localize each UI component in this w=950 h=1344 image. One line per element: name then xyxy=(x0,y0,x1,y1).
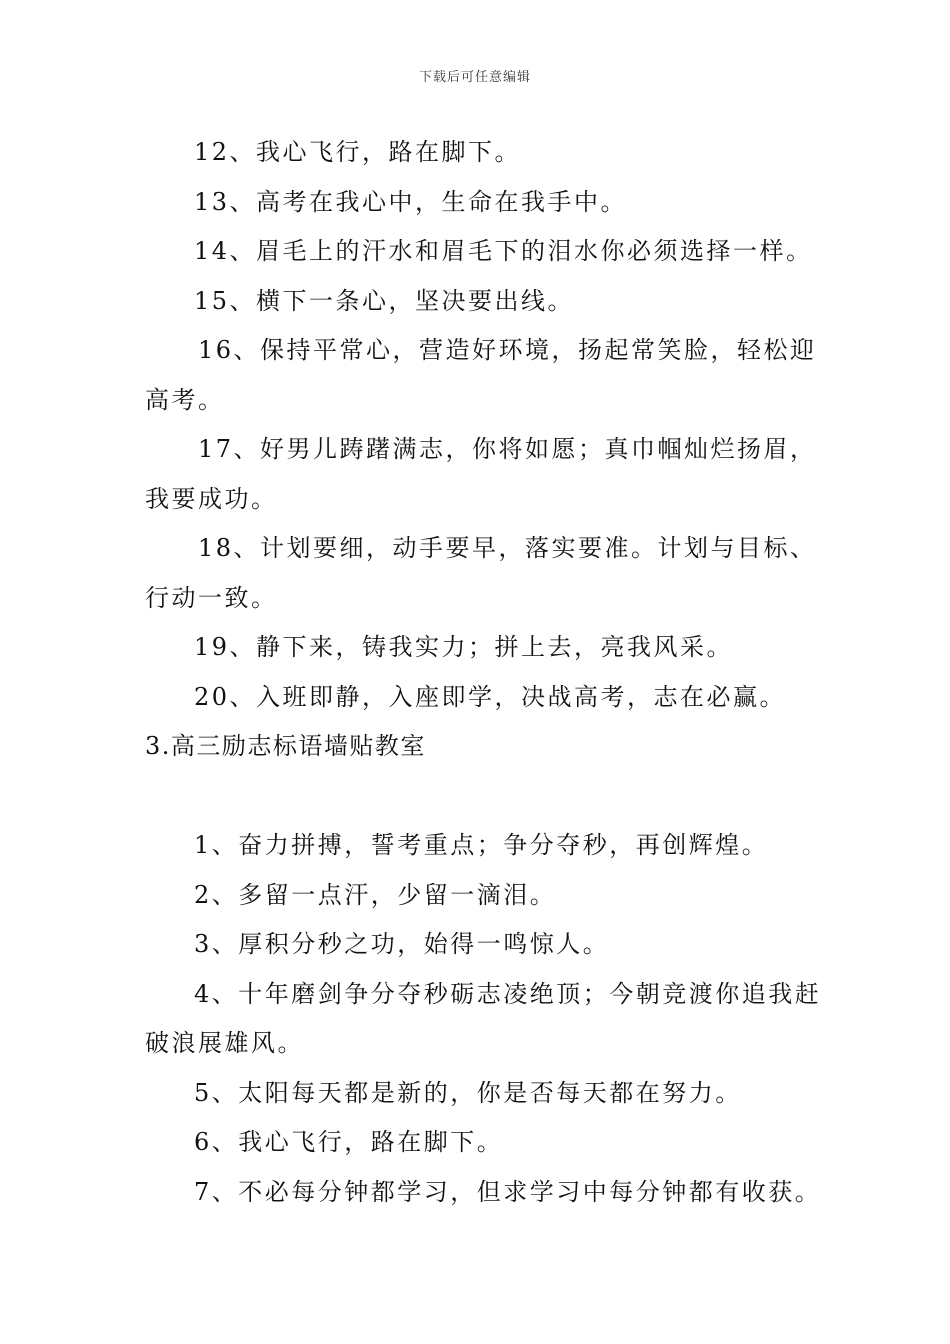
list-item: 5、太阳每天都是新的，你是否每天都在努力。 xyxy=(194,1078,742,1107)
list-item: 1、奋力拼搏，誓考重点；争分夺秒，再创辉煌。 xyxy=(194,831,769,859)
list-item: 7、不必每分钟都学习，但求学习中每分钟都有收获。 xyxy=(194,1177,822,1206)
list-item: 12、我心飞行，路在脚下。 xyxy=(194,138,522,166)
document-body xyxy=(145,128,822,1217)
list-item: 17、好男儿踌躇满志，你将如愿；真巾帼灿烂扬眉， xyxy=(198,435,817,463)
section-heading: 3.高三励志标语墙贴教室 xyxy=(145,732,426,760)
list-item: 14、眉毛上的汗水和眉毛下的泪水你必须选择一样。 xyxy=(194,237,813,265)
list-item: 2、多留一点汗，少留一滴泪。 xyxy=(194,880,557,909)
page-header: 下载后可任意编辑 xyxy=(418,70,531,85)
list-item: 6、我心飞行，路在脚下。 xyxy=(194,1128,504,1156)
list-item-continuation: 行动一致。 xyxy=(145,583,278,612)
list-item: 19、静下来，铸我实力；拼上去，亮我风采。 xyxy=(194,633,734,661)
list-item-continuation: 我要成功。 xyxy=(145,484,278,513)
list-item: 15、横下一条心，坚决要出线。 xyxy=(194,286,575,315)
list-item-continuation: 高考。 xyxy=(145,385,225,414)
list-item: 3、厚积分秒之功，始得一鸣惊人。 xyxy=(194,930,610,958)
blank-line xyxy=(145,772,815,822)
list-item: 13、高考在我心中，生命在我手中。 xyxy=(194,187,628,216)
list-item: 18、计划要细，动手要早，落实要准。计划与目标、 xyxy=(198,534,817,562)
list-item: 16、保持平常心，营造好环境，扬起常笑脸，轻松迎 xyxy=(198,336,817,364)
list-item: 20、入班即静，入座即学，决战高考，志在必赢。 xyxy=(194,682,787,711)
list-item-continuation: 破浪展雄风。 xyxy=(145,1029,304,1057)
list-item: 4、十年磨剑争分夺秒砺志凌绝顶；今朝竞渡你追我赶 xyxy=(194,979,822,1008)
